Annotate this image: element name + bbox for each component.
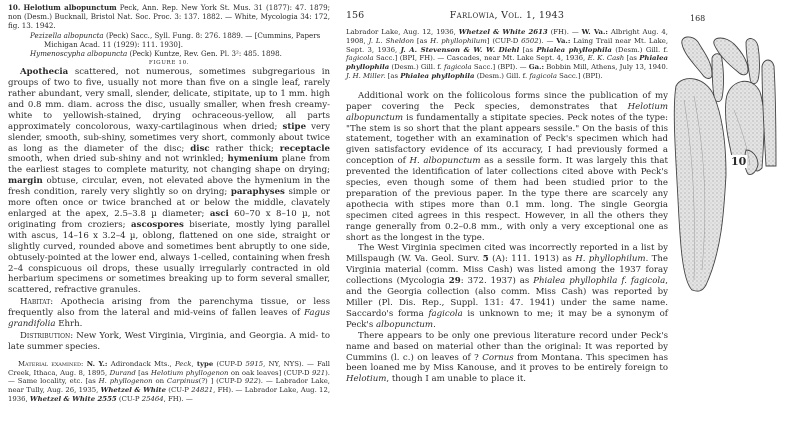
text: smooth, when dried sub-shiny and not wrinkled;: [8, 154, 228, 165]
text: Adirondack Mts.,: [107, 359, 175, 368]
text: Sacc.] (BPI).: [556, 71, 603, 80]
text: very slender, smooth, sub-shiny, sometimes very short, commonly about twice as long as the diameter of the disc;: [8, 121, 330, 154]
taxon: Carpinus: [166, 377, 199, 386]
collector: E. K. Cash: [587, 54, 625, 63]
text: ). —: [538, 36, 557, 45]
taxon: H. phyllophilum: [575, 254, 646, 265]
taxon: fagicola: [428, 308, 463, 319]
text: The West Virginia specimen cited was incorrectly reported in a list by Millspaugh (W. Va. Geol. Surv.: [346, 243, 668, 265]
text: , and the Georgia collection (also comm. Miss Cash) was reported by Miller (Pl. Dis. Rep., Suppl. 131: 47. 1941) under the same name. Saccardo's forma: [346, 276, 668, 319]
text: ] (CUP-D: [486, 36, 522, 45]
text: Sacc.] (BPI). —: [471, 63, 529, 72]
entry-number: 10.: [8, 3, 21, 12]
text: [as: [414, 36, 431, 45]
synonym-name: Pezizella albopuncta: [30, 30, 104, 40]
running-header: [346, 0, 668, 22]
taxon: Helotium phyllogenon: [150, 368, 229, 377]
figure-number: 10: [731, 155, 747, 168]
text: ). — Same locality, etc. [as: [8, 368, 330, 386]
term-hymenium: hymenium: [227, 154, 279, 165]
collector: Whetzel & White 2613: [458, 28, 548, 36]
figure-panel: [672, 0, 800, 433]
text: as a sessile form. It was largely this that prevented the identification of later collections cited above with Peck's species, even though some of them had been studied prior to the preparation of the previous paper. In the type there are scarcely any apothecia with stipes more than 0.1 mm. long. The single Georgia specimen cited agrees in this respect. However, in all the others they range generally from 0.2–0.8 mm., with only a very exceptional one as short as the longest in the type.: [346, 156, 669, 243]
collector: Peck: [174, 359, 192, 368]
text: on oak leaves] (CUP-D: [228, 368, 312, 377]
state-label: Va.:: [556, 36, 571, 45]
material-label: Material examined:: [18, 359, 84, 368]
term-stipe: stipe: [282, 121, 307, 132]
term-apothecia: Apothecia: [20, 67, 69, 78]
taxon: fagicola: [529, 71, 557, 80]
text: [as: [624, 54, 640, 63]
specimen-number: 5915: [245, 359, 264, 368]
text: (CUP-D: [213, 359, 246, 368]
taxon: Phialea phyllophila: [346, 54, 668, 72]
text: (Desm.) Gill. f.: [611, 45, 669, 54]
species-name: Helotium albopunctum: [23, 3, 117, 12]
collector: J. A. Stevenson & W. W. Diehl: [400, 45, 520, 54]
journal-title: Farlowia, Vol. 1, 1943: [449, 10, 565, 21]
species-entry-heading: [8, 3, 330, 31]
species-citation: Peck, Ann. Rep. New York St. Mus. 31 (1877): 47. 1879; non (Desm.) Bucknall, Bristol Nat. Soc. Proc. 3: 137. 1882. — White, Mycologia 34: 172, fig. 13. 1942.: [8, 3, 330, 31]
discussion-paragraph-2: [346, 243, 668, 330]
taxon: Phialea phyllophila: [400, 71, 475, 80]
text: on: [152, 377, 167, 386]
text: Bobbin Mill, Athens, July 13, 1940.: [544, 63, 668, 72]
taxon: H. phyllogenon: [98, 377, 153, 386]
text: , though I am unable to place it.: [386, 374, 527, 385]
text: from Montana. This specimen has been loaned me by Miss Kanouse, and it proves to be entirely foreign to: [346, 352, 668, 374]
collector: Whetzel & White 2555: [29, 394, 117, 403]
text: Albright Aug. 4, 1908,: [346, 28, 668, 45]
right-page: [346, 0, 668, 385]
left-page: [8, 0, 330, 404]
synonym-citation: (Peck) Kuntze, Rev. Gen. Pl. 3²: 485. 1898.: [129, 49, 282, 59]
description-paragraph: [8, 67, 330, 296]
synonym-item: [30, 49, 330, 58]
material-examined-continued: [346, 28, 668, 81]
specimen-number: 24821: [191, 386, 214, 395]
term-ascospores: ascospores: [131, 219, 184, 230]
discussion-paragraph-1: [346, 91, 668, 244]
text: [as: [135, 368, 151, 377]
discussion-paragraph-3: [346, 331, 668, 386]
specimen-number: 25464: [141, 394, 164, 403]
text: (A): 111. 1913) as: [488, 254, 576, 265]
text: There appears to be only one previous literature record under Peck's name and based on material other than the original: It was reported by Cummins (l. c.) on leaves of ?: [346, 330, 668, 363]
taxon: H. albopunctum: [409, 156, 481, 167]
term-asci: asci: [209, 209, 229, 219]
ascus-illustration-icon: [672, 0, 800, 433]
term-receptacle: receptacle: [279, 143, 330, 154]
taxon: Cornus: [482, 352, 514, 363]
term-paraphyses: paraphyses: [230, 187, 285, 198]
text: simple or more often once or twice branched at or below the middle, clavately enlarged at the apex, 2.5–3.8 µ diameter;: [8, 187, 330, 219]
collector: J. L. Sheldon: [368, 36, 415, 45]
text: is unknown to me; it may be a synonym of Peck's: [346, 308, 668, 330]
taxon: albopunctum: [376, 319, 434, 330]
text: : 372. 1937) as: [460, 276, 534, 287]
type-label: type: [196, 359, 214, 368]
text: Ehrh.: [55, 319, 83, 330]
text: biseriate, mostly lying parallel with ascus, 14–16 x 3.2–4 µ, oblong, flattened on one side, straight or slightly curved, rounded above and sometimes bent abruptly to one side, obtusely-pointed at the lower end, always 1-celled, containing when fresh 2–4 conspicuous oil drops, these usually irregularly contracted in old herbarium specimens or sometimes breaking up to form several smaller, scattered, refractive granules.: [8, 219, 331, 296]
text: Apothecia arising from the parenchyma tissue, or less frequently also from the lateral and mid-veins of fallen leaves of: [8, 297, 330, 319]
taxon: Helotium albopunctum: [346, 101, 668, 123]
text: rather thick;: [209, 143, 280, 154]
synonym-name: Hymenoscypha albopuncta: [30, 49, 128, 59]
text: Sacc.] (BPI, FH). — Cascades, near Mt. Lake Sept. 4, 1936,: [373, 54, 588, 63]
specimen-number: 921: [311, 368, 326, 377]
term-margin: margin: [8, 176, 43, 187]
plate-page-number: 168: [690, 14, 706, 23]
collector: Whetzel & White: [100, 386, 167, 395]
text: ). — Labrador Lake, near Tully, Aug. 26, 1935,: [8, 377, 330, 395]
taxon: Phialea phyllophila f. fagicola: [533, 276, 666, 287]
taxon: Phialea phyllophila: [536, 45, 612, 54]
taxon: fagicola: [346, 54, 374, 63]
material-examined: [8, 360, 330, 404]
text: ,: [191, 359, 197, 368]
collector: Durand: [109, 368, 136, 377]
synonym-list: [8, 31, 330, 59]
text: (CU-P: [116, 394, 142, 403]
text: Labrador Lake, Aug. 12, 1936,: [346, 28, 459, 36]
taxon: Helotium: [346, 374, 387, 385]
specimen-number: 922: [244, 377, 259, 386]
habitat-paragraph: [8, 297, 330, 330]
text: Additional work on the foliicolous forms since the publication of my paper covering the Peck species, demonstrates that: [346, 90, 668, 112]
volume-number: 29: [448, 276, 461, 287]
text: , FH). —: [163, 394, 193, 403]
state-label: W. Va.:: [581, 28, 608, 36]
term-disc: disc: [190, 143, 210, 154]
text: 60–70 x 8–10 µ, not originating from croziers;: [8, 209, 330, 230]
text: , FH). — Labrador Lake, Aug. 12, 1936,: [8, 386, 331, 403]
text: (Desm.) Gill. f.: [389, 63, 445, 72]
text: (CU-P: [166, 386, 192, 395]
state-label: Ga.:: [528, 63, 545, 72]
text: Laing Trail near Mt. Lake, Sept. 3, 1936,: [346, 36, 669, 54]
synonym-citation: (Peck) Sacc., Syll. Fung. 8: 276. 1889. — [Cummins, Papers Michigan Acad. 11 (1929): 111. 1930].: [44, 30, 321, 49]
text: [as: [385, 71, 401, 80]
text: [as: [519, 45, 537, 54]
text: is fundamentally a stipitate species. Peck notes of the type: "The stem is so short that the plant appears sessile." On the basis of this statement, together with an examination of Peck's specimen which had given satisfactory evidence of its accuracy, I had previously formed a conception of: [346, 112, 668, 167]
text: New York, West Virginia, Virginia, and Georgia. A mid- to late summer species.: [8, 330, 330, 352]
distribution-label: Distribution:: [20, 330, 74, 341]
figure-reference: FIGURE 10.: [148, 60, 190, 67]
state-label: N. Y.:: [83, 359, 108, 368]
text: (?) ] (CUP-D: [198, 377, 245, 386]
text: (FH). —: [547, 28, 582, 36]
page-number: 156: [346, 10, 365, 21]
volume-number: 5: [482, 254, 489, 265]
text: . The Virginia material (comm. Miss Cash) was listed among the 1937 foray collections (Mycologia: [346, 254, 668, 287]
taxon: H. phyllophilum: [430, 36, 487, 45]
synonym-item: [30, 31, 330, 49]
specimen-number: 6502: [521, 36, 539, 45]
text: , NY, NYS). — Fall Creek, Ithaca, Aug. 8, 1895,: [8, 359, 330, 377]
text: plane from the earliest stages to complete maturity, not changing shape on drying;: [8, 154, 330, 176]
distribution-paragraph: [8, 331, 330, 353]
text: (Desm.) Gill. f.: [474, 71, 530, 80]
collector: J. H. Miller.: [346, 71, 386, 80]
text: obtuse, circular, even, not elevated above the hymenium in the fresh condition, rarely very slightly so on drying;: [8, 176, 330, 198]
host-name: Fagus grandifolia: [8, 308, 330, 330]
text: .: [433, 319, 436, 330]
text: scattered, not numerous, sometimes subgregarious in groups of two to five, usually not more than five on a single leaf, rarely rather abundant, very small, slender, delicate, stipitate, up to 1 mm. high and 0.8 mm. diam. across the disc, usually smaller, when fresh creamy-white to yellowish-stained, drying ochraceous-yellow, all parts approximately concolorous, waxy-cartilaginous when dried;: [8, 67, 330, 132]
taxon: fagicola: [444, 63, 472, 72]
habitat-label: Habitat:: [20, 297, 54, 308]
